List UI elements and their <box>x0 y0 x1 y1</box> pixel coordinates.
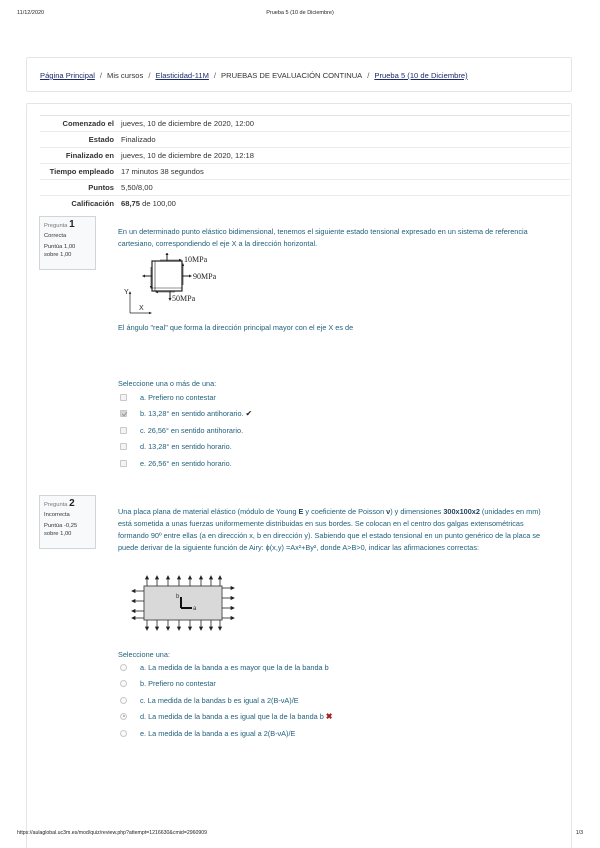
q1-option-e[interactable] <box>120 458 232 470</box>
q1-option-b[interactable] <box>120 408 252 420</box>
grade-score: 68,75 <box>121 199 141 208</box>
summary-value: 17 minutos 38 segundos <box>121 167 204 176</box>
question-state: Incorrecta <box>44 512 70 518</box>
question-prefix: Pregunta <box>44 502 68 508</box>
summary-label: Calificación <box>71 199 114 208</box>
question-state: Correcta <box>44 233 67 239</box>
checkmark-icon: ✔ <box>245 409 253 418</box>
option-label: c. 26,56° en sentido antihorario. <box>140 426 244 435</box>
q2-option-a[interactable] <box>120 662 329 674</box>
summary-label: Puntos <box>88 183 114 192</box>
breadcrumb-separator: / <box>148 71 151 80</box>
breadcrumb-my-courses: Mis cursos <box>107 71 144 80</box>
summary-row-finished <box>40 148 570 164</box>
question-grade <box>44 522 91 538</box>
summary-value: jueves, 10 de diciembre de 2020, 12:00 <box>121 119 254 128</box>
summary-row-started <box>40 116 570 132</box>
print-page-number: 1/3 <box>575 830 583 836</box>
q1-option-c[interactable] <box>120 425 243 437</box>
radio-button[interactable] <box>120 697 127 704</box>
summary-row-grade <box>40 196 570 212</box>
option-label: a. La medida de la banda a es mayor que la de la banda b <box>140 663 329 672</box>
summary-row-state <box>40 132 570 148</box>
label-50mpa: 50MPa <box>172 294 196 303</box>
text-fragment: ) y dimensiones <box>390 507 444 516</box>
print-header <box>0 10 600 22</box>
q1-option-a[interactable] <box>120 392 216 404</box>
breadcrumb-container <box>26 57 572 92</box>
text-bold: 300x100x2 <box>443 507 480 516</box>
text-fragment: y coeficiente de Poisson <box>303 507 387 516</box>
label-axis-x: X <box>139 305 144 312</box>
label-10mpa: 10MPa <box>184 255 208 264</box>
summary-label: Finalizado en <box>65 151 114 160</box>
q2-option-b[interactable] <box>120 678 216 690</box>
question-2-text <box>118 506 553 554</box>
question-1-info <box>39 216 96 270</box>
summary-row-points <box>40 180 570 196</box>
option-label: e. 26,56° en sentido horario. <box>140 459 232 468</box>
summary-value <box>118 196 570 212</box>
attempt-summary-table <box>40 115 570 211</box>
checkbox[interactable] <box>120 460 127 467</box>
summary-label: Tiempo empleado <box>49 167 114 176</box>
print-title: Prueba 5 (10 de Diciembre) <box>266 10 334 16</box>
question-number <box>44 221 91 230</box>
grade-max: de 100,00 <box>140 199 176 208</box>
gauge-label-a: a <box>193 606 197 612</box>
summary-value: 5,50/8,00 <box>121 183 153 192</box>
checkbox[interactable] <box>120 427 127 434</box>
label-axis-y: Y <box>124 289 129 296</box>
radio-button[interactable] <box>120 664 127 671</box>
option-label: e. La medida de la banda a es igual a 2(B-νA)/E <box>140 729 296 738</box>
q2-option-e[interactable] <box>120 728 295 740</box>
text-fragment: Una placa plana de material elástico (módulo de Young <box>118 507 299 516</box>
breadcrumb-home-link[interactable]: Página Principal <box>40 71 95 80</box>
incorrect-x-icon: ✖ <box>325 712 333 721</box>
q2-option-d[interactable] <box>120 711 333 723</box>
option-label: b. 13,28° en sentido antihorario. <box>140 409 244 418</box>
breadcrumb-separator: / <box>367 71 370 80</box>
summary-value: Finalizado <box>121 135 156 144</box>
grade-line: sobre 1,00 <box>44 531 72 537</box>
print-date: 11/12/2020 <box>17 10 45 16</box>
grade-line: Puntúa 1,00 <box>44 244 76 250</box>
select-prompt: Seleccione una: <box>118 650 170 659</box>
option-label: c. La medida de la bandas b es igual a 2(B-νA)/E <box>140 696 299 705</box>
grade-line: sobre 1,00 <box>44 252 72 258</box>
radio-button[interactable] <box>120 730 127 737</box>
checkbox-checked[interactable] <box>120 410 127 417</box>
text-bold: ν <box>386 507 391 516</box>
option-label: a. Prefiero no contestar <box>140 393 216 402</box>
stress-state-figure <box>120 253 230 315</box>
text-fragment: (unidades en mm) está sometida a unas fuerzas uniformemente distribuidas en sus bordes. Se colocan en el centro dos galgas extensométricas formando 90º entre ellas (a en dirección x, b en dirección y). Sabiendo que el estado tensional en un punto genérico de la placa se puede derivar de la siguiente función de Airy: ϕ(x,y) =Ax²+By², donde A>B>0, indicar las afirmaciones correctas: <box>118 507 541 552</box>
summary-label: Comenzado el <box>62 119 114 128</box>
label-90mpa: 90MPa <box>193 272 217 281</box>
q2-option-c[interactable] <box>120 695 299 707</box>
question-grade <box>44 243 91 259</box>
question-2-info <box>39 495 96 549</box>
breadcrumb <box>40 71 468 80</box>
summary-value: jueves, 10 de diciembre de 2020, 12:18 <box>121 151 254 160</box>
option-label: d. 13,28° en sentido horario. <box>140 442 232 451</box>
gauge-label-b: b <box>176 594 180 600</box>
q1-option-d[interactable] <box>120 441 232 453</box>
question-1-text: En un determinado punto elástico bidimensional, tenemos el siguiente estado tensional expresado en un sistema de referencia cartesiano, correspondiendo el eje X a la dirección horizontal. <box>118 227 528 248</box>
option-label: d. La medida de la banda a es igual que la de la banda b <box>140 712 324 721</box>
breadcrumb-separator: / <box>213 71 217 80</box>
question-number <box>44 500 91 509</box>
grade-line: Puntúa -0,25 <box>44 523 78 529</box>
breadcrumb-section: PRUEBAS DE EVALUACIÓN CONTINUA <box>221 71 363 80</box>
select-prompt: Seleccione una o más de una: <box>118 379 217 388</box>
summary-label: Estado <box>88 135 114 144</box>
option-label: b. Prefiero no contestar <box>140 679 216 688</box>
radio-button-selected[interactable] <box>120 713 127 720</box>
radio-button[interactable] <box>120 680 127 687</box>
breadcrumb-quiz-link[interactable]: Prueba 5 (10 de Diciembre) <box>374 71 468 80</box>
checkbox[interactable] <box>120 394 127 401</box>
question-number-value: 1 <box>69 219 75 230</box>
checkbox[interactable] <box>120 443 127 450</box>
print-url: https://aulaglobal.uc3m.es/mod/quiz/review.php?attempt=1216630&cmid=2960909 <box>17 830 208 836</box>
question-number-value: 2 <box>69 498 75 509</box>
summary-row-time <box>40 164 570 180</box>
plate-figure <box>128 570 248 636</box>
breadcrumb-course-link[interactable]: Elasticidad-11M <box>155 71 209 80</box>
main-content-panel <box>26 103 572 848</box>
question-1-prompt: El ángulo "real" que forma la dirección principal mayor con el eje X es de <box>118 323 354 332</box>
breadcrumb-separator: / <box>99 71 103 80</box>
text-bold: E <box>298 507 304 516</box>
question-prefix: Pregunta <box>44 223 68 229</box>
